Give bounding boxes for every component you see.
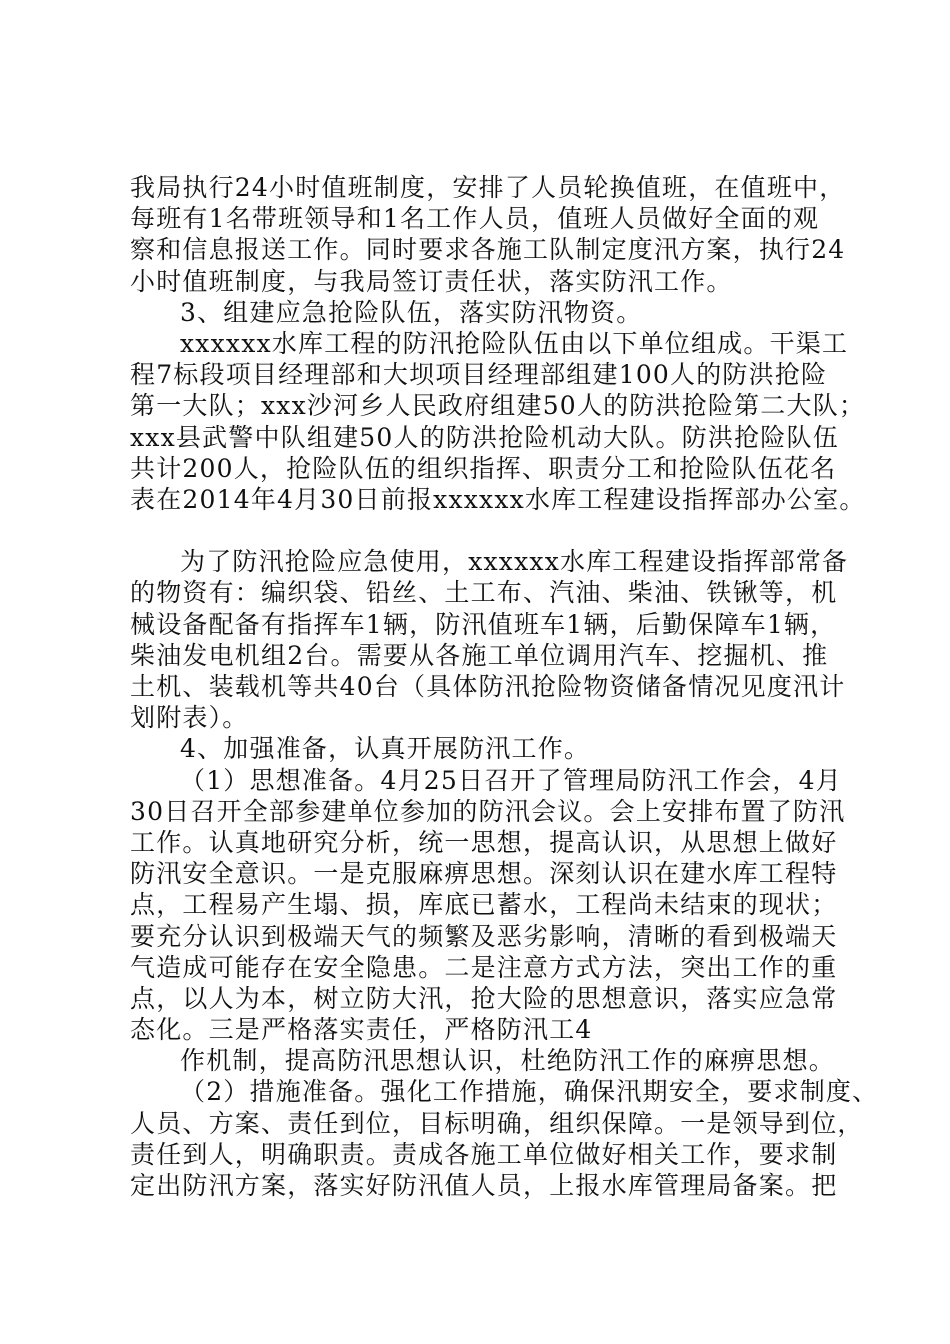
section-heading: 4、加强准备，认真开展防汛工作。 [180,734,591,764]
text-line: 作机制，提高防汛思想认识，杜绝防汛工作的麻痹思想。 [180,1046,836,1076]
text-line: 第一大队；xxx沙河乡人民政府组建50人的防洪抢险第二大队； [130,391,866,421]
text-line: 人员、方案、责任到位，目标明确，组织保障。一是领导到位， [130,1108,864,1138]
text-line: 责任到人，明确职责。责成各施工单位做好相关工作，要求制 [130,1139,838,1169]
text-line: 防汛安全意识。一是克服麻痹思想。深刻认识在建水库工程特 [130,859,838,889]
text-line: 点，以人为本，树立防大汛，抢大险的思想意识，落实应急常 [130,983,838,1013]
text-line: 工作。认真地研究分析，统一思想，提高认识，从思想上做好 [130,827,838,857]
text-line: 我局执行24小时值班制度，安排了人员轮换值班，在值班中， [130,173,846,202]
text-line: 柴油发电机组2台。需要从各施工单位调用汽车、挖掘机、推 [130,640,829,670]
text-line: 小时值班制度，与我局签订责任状，落实防汛工作。 [130,266,733,296]
text-line: 要充分认识到极端天气的频繁及恶劣影响，清晰的看到极端天 [130,921,838,951]
text-line: 土机、装载机等共40台（具体防汛抢险物资储备情况见度汛计 [130,672,846,701]
text-line: 态化。三是严格落实责任，严格防汛工4 [130,1015,593,1045]
text-line: 30日召开全部参建单位参加的防汛会议。会上安排布置了防汛 [130,796,846,826]
text-line: 表在2014年4月30日前报xxxxxx水库工程建设指挥部办公室。 [130,484,866,514]
text-line: 为了防汛抢险应急使用，xxxxxx水库工程建设指挥部常备 [180,547,849,577]
text-line: xxx县武警中队组建50人的防洪抢险机动大队。防洪抢险队伍 [130,422,839,452]
text-line: 的物资有：编织袋、铅丝、土工布、汽油、柴油、铁锹等，机 [130,578,838,608]
section-heading: 3、组建应急抢险队伍，落实防汛物资。 [180,297,643,327]
paragraph-gap [130,515,850,546]
text-line: 定出防汛方案，落实好防汛值人员，上报水库管理局备案。把 [130,1171,838,1200]
text-line: 共计200人，抢险队伍的组织指挥、职责分工和抢险队伍花名 [130,453,837,483]
text-line: 械设备配备有指挥车1辆，防汛值班车1辆，后勤保障车1辆， [130,609,837,639]
text-line: 气造成可能存在安全隐患。二是注意方式方法，突出工作的重 [130,952,838,982]
text-line: xxxxxx水库工程的防汛抢险队伍由以下单位组成。干渠工 [180,328,849,358]
text-line: 划附表）。 [130,703,249,733]
text-line: 程7标段项目经理部和大坝项目经理部组建100人的防洪抢险 [130,360,828,390]
text-line: （2）措施准备。强化工作措施，确保汛期安全，要求制度、 [180,1077,879,1107]
document-body [130,172,879,1201]
text-line: 点，工程易产生塌、损，库底已蓄水，工程尚未结束的现状； [130,890,838,920]
text-line: 察和信息报送工作。同时要求各施工队制定度汛方案，执行24 [130,235,846,265]
text-line: 每班有1名带班领导和1名工作人员，值班人员做好全面的观 [130,204,820,234]
text-line: （1）思想准备。4月25日召开了管理局防汛工作会，4月 [180,765,842,795]
